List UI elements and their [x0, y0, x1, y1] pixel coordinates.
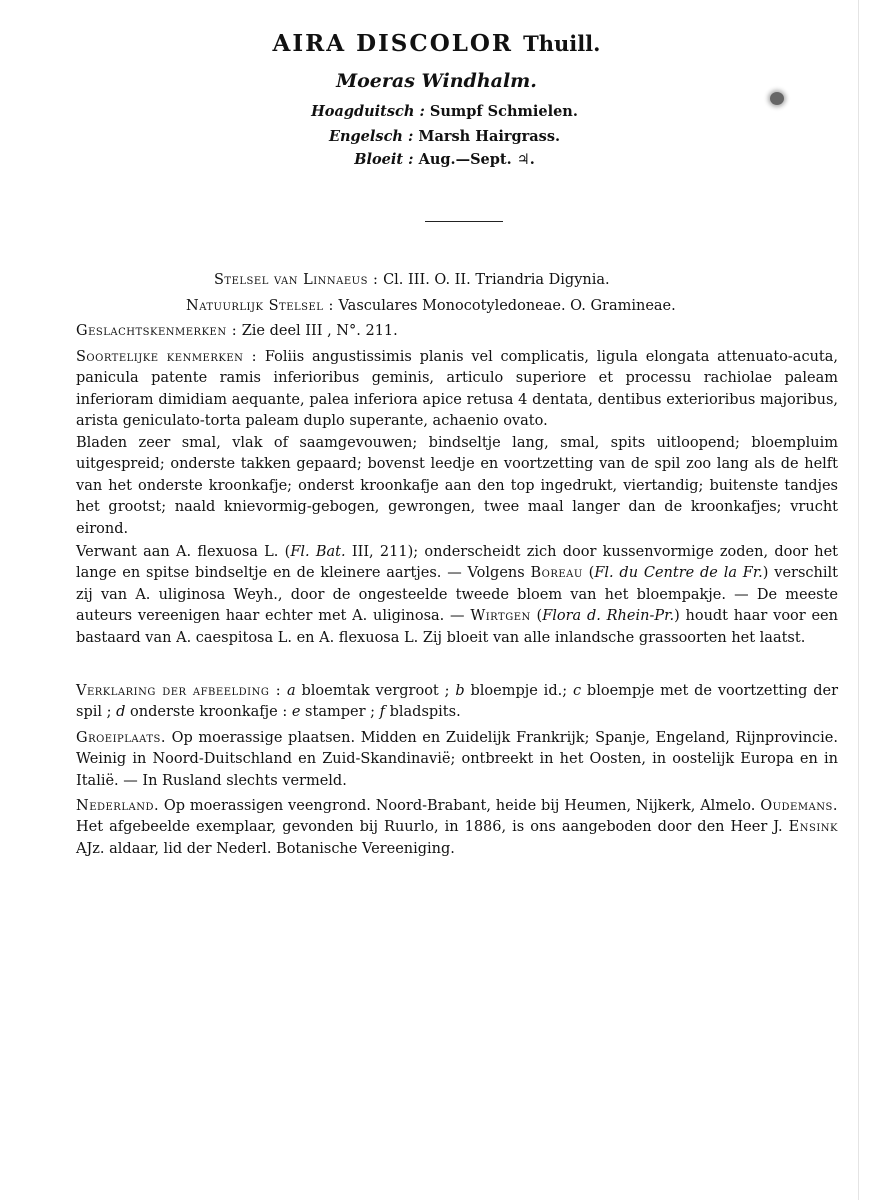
related-text-6: ) houdt haar voor een bastaard van A. caespitosa L. en A. flexuosa L. Zij bloeit van alle inlandsche grassoorten het laatst.: [76, 608, 838, 646]
habitat-label: Groeiplaats.: [76, 730, 166, 746]
genus-value: Zie deel III , N°. 211.: [241, 323, 398, 339]
genus-label: Geslachtskenmerken :: [76, 323, 238, 339]
netherlands-text-2: Het afgebeelde exemplaar, gevonden bij Ruurlo, in 1886, is ons aangeboden door den Heer J.: [76, 819, 789, 836]
netherlands-label: Nederland.: [76, 798, 160, 814]
legend-key-f: f: [379, 704, 385, 721]
related-text-4: ) verschilt zij van A. uliginosa Weyh., door de ongesteelde tweede bloem van het bloempakje. — De meeste auteurs vereenigen haar echter met A. uliginosa. —: [76, 565, 838, 625]
legend-key-d: d: [116, 704, 126, 721]
related-citation-1: Fl. Bat.: [290, 544, 346, 560]
species-characters-paragraph: [76, 347, 838, 433]
species-label: Soortelijke kenmerken :: [76, 349, 258, 365]
description-paragraph: Bladen zeer smal, vlak of saamgevouwen; bindseltje lang, smal, spits uitloopend; bloempluim uitgespreid; onderste takken gepaard; bovenst leedje en voortzetting van de spil zoo lang als de helft van het onderste kroonkafje; onderst kroonkafje aan den top ingedrukt, viertandig; buitenste tandjes het grootst; naald knievormig-gebogen, gewrongen, twee maal langer dan de kroonkafjes; vrucht eirond.: [76, 435, 838, 537]
german-value: Sumpf Schmielen.: [429, 103, 578, 120]
figure-legend-paragraph: [76, 681, 838, 724]
natural-value: Vasculares Monocotyledoneae. O. Gramineae.: [338, 298, 676, 314]
habitat-text: Op moerassige plaatsen. Midden en Zuidelijk Frankrijk; Spanje, Engeland, Rijnprovincie. Weinig in Noord-Duitschland en Zuid-Skandinavië; ontbreekt in het Oosten, in oostelijk Europa en in Italië. — In Rusland slechts vermeld.: [76, 730, 838, 789]
bloom-line: [8, 151, 873, 168]
natural-label: Natuurlijk Stelsel :: [186, 298, 334, 314]
legend-key-a: a: [286, 683, 296, 699]
related-text-3: (: [582, 565, 595, 582]
english-name-line: [8, 128, 873, 145]
genus-characters-line: [76, 323, 398, 339]
english-value: Marsh Hairgrass.: [418, 128, 561, 145]
page-subtitle: Moeras Windhalm.: [336, 70, 537, 92]
legend-text-a: bloemtak vergroot ;: [295, 683, 456, 699]
author-wirtgen: Wirtgen: [470, 608, 531, 625]
bloom-value: Aug.—Sept. ♃.: [418, 151, 535, 168]
related-citation-2: Fl. du Centre de la Fr.: [594, 565, 763, 582]
netherlands-text-1: Op moerassigen veengrond. Noord-Brabant, heide bij Heumen, Nijkerk, Almelo.: [159, 798, 761, 814]
legend-text-e: stamper ;: [300, 704, 380, 721]
netherlands-text-3: AJz. aldaar, lid der Nederl. Botanische Vereeniging.: [76, 840, 455, 857]
figure-legend-label: Verklaring der afbeelding :: [76, 683, 282, 699]
donor-ensink: Ensink: [788, 819, 838, 836]
author-oudemans: Oudemans.: [760, 798, 838, 814]
related-citation-3: Flora d. Rhein-Pr.: [542, 608, 675, 625]
page-title: [0, 30, 873, 57]
section-divider: [425, 221, 503, 222]
page-edge: [858, 0, 859, 1200]
linnaeus-label: Stelsel van Linnaeus :: [214, 272, 379, 288]
legend-text-f: bladspits.: [384, 704, 461, 721]
related-text-5: (: [530, 608, 543, 625]
legend-key-c: c: [572, 683, 582, 699]
legend-text-c: bloempje met de voortzetting der spil ;: [76, 683, 839, 721]
german-label: Hoagduitsch :: [311, 103, 425, 120]
legend-text-d: onderste kroonkafje :: [125, 704, 292, 721]
title-author: Thuill.: [523, 31, 601, 56]
legend-text-b: bloempje id.;: [464, 683, 573, 699]
legend-key-b: b: [455, 683, 465, 699]
legend-key-e: e: [291, 704, 301, 721]
bloom-label: Bloeit :: [354, 151, 414, 168]
ink-smudge: [770, 92, 784, 105]
german-name-line: [8, 103, 873, 120]
habitat-paragraph: [76, 728, 838, 792]
natural-system-line: [186, 298, 676, 314]
species-text: Foliis angustissimis planis vel complicatis, ligula elongata attenuato-acuta, panicula patente ramis inferioribus geminis, articulo superiore et processu rachiolae paleam inferioram dimidiam aequante, palea inferiora apice retusa 4 dentata, dentibus exterioribus majoribus, arista geniculato-torta paleam duplo superante, achaenio ovato.: [76, 349, 838, 430]
linnaeus-value: Cl. III. O. II. Triandria Digynia.: [383, 272, 610, 288]
related-text-2: III, 211); onderscheidt zich door kussenvormige zoden, door het lange en spitse bindseltje en de kleinere aartjes. — Volgens: [76, 544, 838, 582]
linnaeus-system-line: [214, 272, 610, 288]
title-species: AIRA DISCOLOR: [272, 30, 514, 57]
related-species-paragraph: [76, 542, 838, 649]
related-text-1: Verwant aan A. flexuosa L. (: [76, 544, 291, 560]
author-boreau: Boreau: [530, 565, 583, 582]
english-label: Engelsch :: [328, 128, 414, 145]
netherlands-paragraph: [76, 796, 838, 860]
